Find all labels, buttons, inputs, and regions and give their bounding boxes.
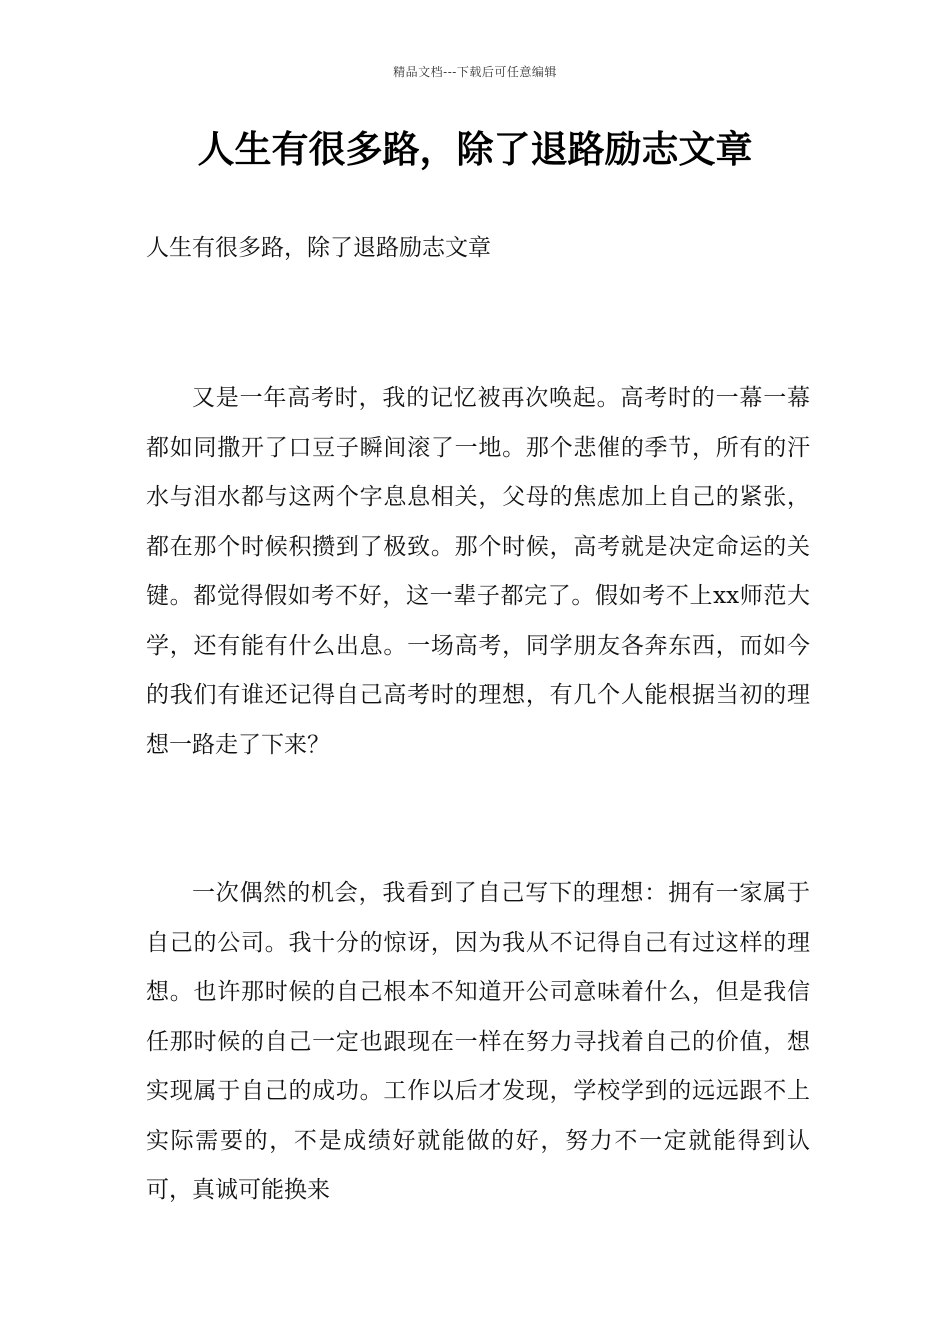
header-note: 精品文档---下载后可任意编辑 [393,65,557,79]
body-paragraph: 又是一年高考时，我的记忆被再次唤起。高考时的一幕一幕都如同撒开了口豆子瞬间滚了一地。那个悲催的季节，所有的汗水与泪水都与这两个字息息相关，父母的焦虑加上自己的紧张，都在那个时候积攒到了极致。那个时候，高考就是决定命运的关键。都觉得假如考不好，这一辈子都完了。假如考不上xx师范大学，还有能有什么出息。一场高考，同学朋友各奔东西，而如今的我们有谁还记得自己高考时的理想，有几个人能根据当初的理想一路走了下来？ [146,385,810,758]
body-paragraph: 一次偶然的机会，我看到了自己写下的理想：拥有一家属于自己的公司。我十分的惊讶，因为我从不记得自己有过这样的理想。也许那时候的自己根本不知道开公司意味着什么，但是我信任那时候的自己一定也跟现在一样在努力寻找着自己的价值，想实现属于自己的成功。工作以后才发现，学校学到的远远跟不上实际需要的，不是成绩好就能做的好，努力不一定就能得到认可，真诚可能换来 [146,880,810,1203]
page-title: 人生有很多路，除了退路励志文章 [197,128,753,171]
document-subtitle: 人生有很多路，除了退路励志文章 [146,235,491,261]
